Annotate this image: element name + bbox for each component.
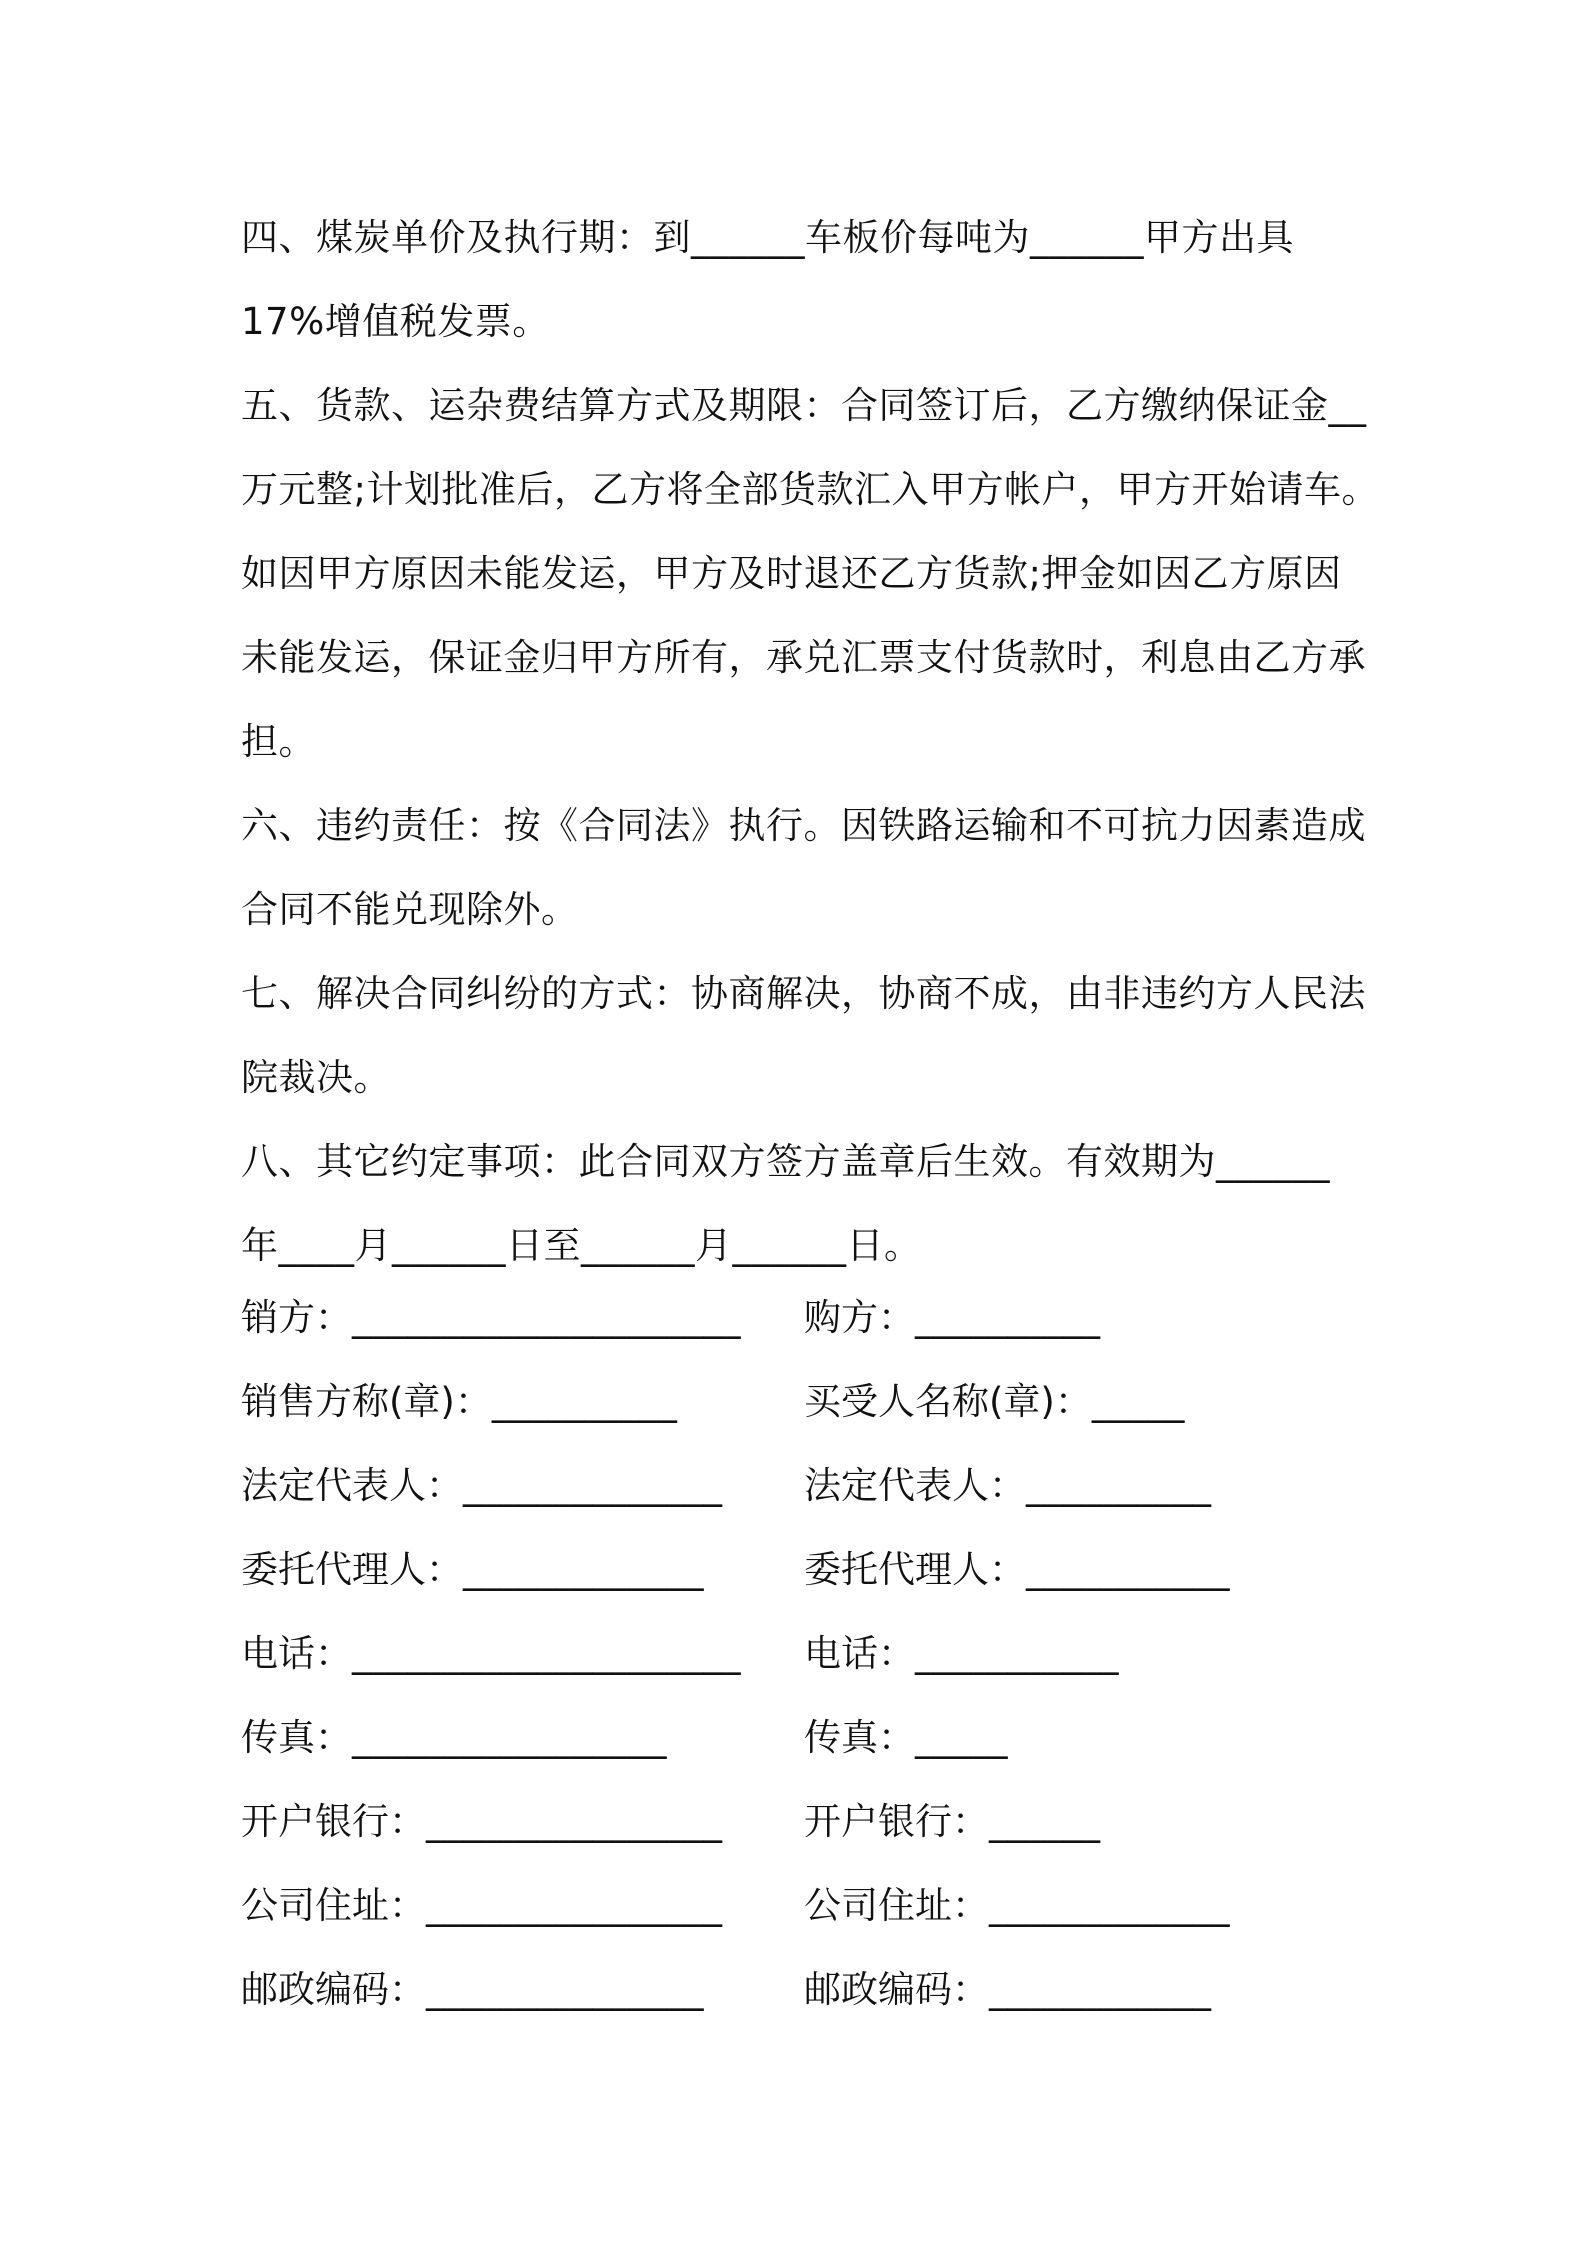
clause-line: 万元整;计划批准后，乙方将全部货款汇入甲方帐户，甲方开始请车。: [241, 468, 1379, 511]
clause-line: 未能发运，保证金归甲方所有，承兑汇票支付货款时，利息由乙方承: [241, 636, 1366, 679]
buyer-legal-rep-field: 法定代表人：__________: [804, 1464, 1211, 1507]
seller-bank-field: 开户银行：________________: [241, 1800, 722, 1843]
signature-row-address: [241, 1864, 1361, 1948]
clause-line: 七、解决合同纠纷的方式：协商解决，协商不成，由非违约方人民法: [241, 972, 1366, 1015]
clause-line: 年____月______日至______月______日。: [241, 1224, 922, 1267]
clause-line: 合同不能兑现除外。: [241, 888, 579, 931]
seller-address-field: 公司住址：________________: [241, 1884, 722, 1927]
signature-row-legal-rep: [241, 1444, 1361, 1528]
seller-postcode-field: 邮政编码：_______________: [241, 1968, 704, 2011]
clause-line: 五、货款、运杂费结算方式及期限：合同签订后，乙方缴纳保证金__: [241, 384, 1367, 427]
clause-line: 八、其它约定事项：此合同双方签方盖章后生效。有效期为______: [241, 1140, 1330, 1183]
seller-fax-field: 传真：_________________: [241, 1716, 667, 1759]
buyer-fax-field: 传真：_____: [804, 1716, 1008, 1759]
buyer-address-field: 公司住址：_____________: [804, 1884, 1230, 1927]
buyer-agent-field: 委托代理人：___________: [804, 1548, 1230, 1591]
signature-row-bank: [241, 1780, 1361, 1864]
signature-row-name-seal: [241, 1360, 1361, 1444]
clause-line: 院裁决。: [241, 1056, 391, 1099]
clause-line: 四、煤炭单价及执行期：到______车板价每吨为______甲方出具: [241, 216, 1294, 259]
seller-agent-field: 委托代理人：_____________: [241, 1548, 704, 1591]
contract-clauses: [241, 196, 1379, 1288]
clause-line: 17%增值税发票。: [241, 300, 550, 343]
signature-row-seller-buyer: [241, 1276, 1361, 1360]
signature-block: [241, 1276, 1361, 2032]
seller-field: 销方：_____________________: [241, 1296, 741, 1339]
clause-line: 六、违约责任：按《合同法》执行。因铁路运输和不可抗力因素造成: [241, 804, 1366, 847]
buyer-postcode-field: 邮政编码：____________: [804, 1968, 1211, 2011]
signature-row-phone: [241, 1612, 1361, 1696]
signature-row-fax: [241, 1696, 1361, 1780]
seller-phone-field: 电话：_____________________: [241, 1632, 741, 1675]
buyer-name-seal-field: 买受人名称(章)：_____: [804, 1380, 1185, 1423]
buyer-field: 购方：__________: [804, 1296, 1100, 1339]
signature-row-postcode: [241, 1948, 1361, 2032]
signature-row-agent: [241, 1528, 1361, 1612]
seller-name-seal-field: 销售方称(章)：__________: [241, 1380, 677, 1423]
buyer-bank-field: 开户银行：______: [804, 1800, 1100, 1843]
buyer-phone-field: 电话：___________: [804, 1632, 1119, 1675]
clause-line: 担。: [241, 720, 316, 763]
clause-line: 如因甲方原因未能发运，甲方及时退还乙方货款;押金如因乙方原因: [241, 552, 1342, 595]
seller-legal-rep-field: 法定代表人：______________: [241, 1464, 722, 1507]
